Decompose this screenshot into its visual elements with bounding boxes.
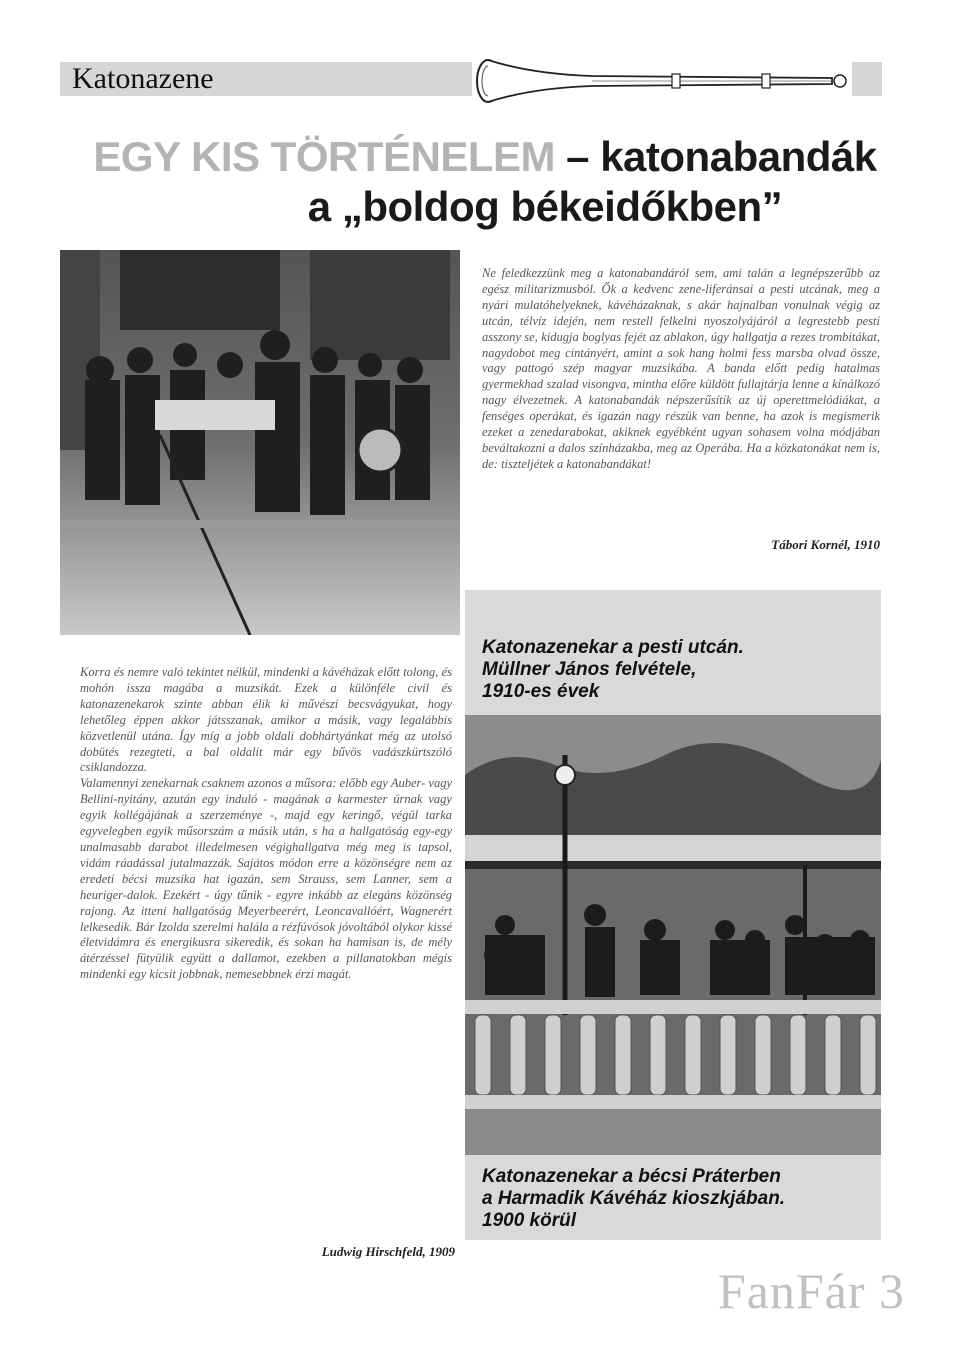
article-left-text: [80, 665, 452, 983]
photo1-caption-line: Müllner János felvétele,: [482, 659, 697, 680]
article-top-text: Ne feledkezzünk meg a katonabandáról sem, ami talán a legnépszerűbb az egész militarizmusból. Ők a kedvenc zene-liferánsai a pesti utcának, meg a nyári mulatóhelyeknek, kávéházaknak, s akár hajnalban vonulnak végig az utcán, télvíz idején, nem restell felkelni nyoszolyájáról a legrestebb pesti asszony se, kidugja boglyas fejét az ablakon, úgy hallgatja a rezes trombitákat, nagydobot meg cintányért, amint a sok hang holmi fess marsba olvad össze, vagy pattogó szép magyar muzsikába. A banda előtt pedig hatalmas gyermekhad szalad visongva, mintha előre küldött fullajtárja lenne a kínálkozó nagy élvezetnek. A katonabandák népszerűsítik az új operettmelódiákat, a fenséges operákat, és igazán nagy részük van benne, ha azok is megismerik ezeket a zenedarabokat, akiknek egyébként ugyan sohasem volna módjában beváltakozni a dalos színházakba, meg az Operába. Ha a közkatonákat nem is, de: tiszteljétek a katonabandákat!: [482, 266, 880, 471]
photo2-caption-line: Katonazenekar a bécsi Práterben: [482, 1166, 781, 1187]
headline-grey-part: EGY KIS TÖRTÉNELEM: [93, 133, 555, 180]
photo2-caption: [482, 1166, 872, 1232]
article-left-signature: Ludwig Hirschfeld, 1909: [321, 1244, 455, 1259]
article-left-paragraph: Valamennyi zenekarnak csaknem azonos a műsora: előbb egy Auber- vagy Bellini-nyitány, azután egy induló - magának a karmester úrnak vagy egyik kollégájának a szerzeménye -, majd egy keringő, végül tarka egyvelegben egyik műsorszám a másik után, s ha a hallgatóság egy-egy unalmasabb darabot illedelmesen végighallgatva még meg is tapsol, vidám ráadással jutalmazzák. Sajátos módon erre a közönségre nem az eredeti bécsi muzsika hat igazán, sem Strauss, sem Lanner, sem a heuriger-dalok. Ezekért - úgy tűnik - egyre inkább az elegáns közönség rajong. Az itteni hallgatóság Meyerbeerért, Leoncavallóért, Wagnerért lelkesedik. Bár Izolda szerelmi halála a rézfúvósok jóvoltából olykor kissé életvidámra és energikusra sikeredik, és sokan ha hamisan is, de mély átérzéssel fütyülik együtt a dallamot, ezekben a pillanatokban mégis mindenki egy kicsit jobbnak, nemesebbnek érzi magát.: [80, 776, 452, 982]
article-top-signature: Tábori Kornél, 1910: [771, 537, 880, 552]
photo2-caption-line: a Harmadik Kávéház kioszkjában.: [482, 1188, 786, 1209]
headline-line-1: [70, 132, 900, 182]
headline-dark-part: – katonabandák: [555, 133, 877, 180]
trumpet-icon: [472, 52, 852, 110]
article-left-paragraph: Korra és nemre való tekintet nélkül, mindenki a kávéházak előtt tolong, és mohón issza magába a muzsikát. Ezek a különféle civil és katonazenekarok szinte abban élik ki művészi becsvágyukat, hogy lehetőleg éppen akkor játsszanak, amikor a másik, vagy legalábbis közvetlenül utána. Így míg a jobb oldali dobhártyánkat még az utolsó dobütés rezegteti, a bal oldalit már egy bűvös vadászkürtszóló csiklandozza.: [80, 665, 452, 775]
street-band-photo: [60, 250, 460, 635]
photo1-caption-line: Katonazenekar a pesti utcán.: [482, 637, 744, 658]
headline-line-2: a „boldog békeidőkben”: [307, 183, 783, 230]
page-footer-label: FanFár 3: [717, 1263, 905, 1319]
kiosk-band-photo: [465, 715, 881, 1155]
photo2-caption-line: 1900 körül: [482, 1210, 576, 1231]
section-title: Katonazene: [72, 62, 214, 95]
photo1-caption-line: 1910-es évek: [482, 681, 600, 702]
headline: [70, 132, 900, 232]
photo1-caption: [482, 637, 872, 703]
